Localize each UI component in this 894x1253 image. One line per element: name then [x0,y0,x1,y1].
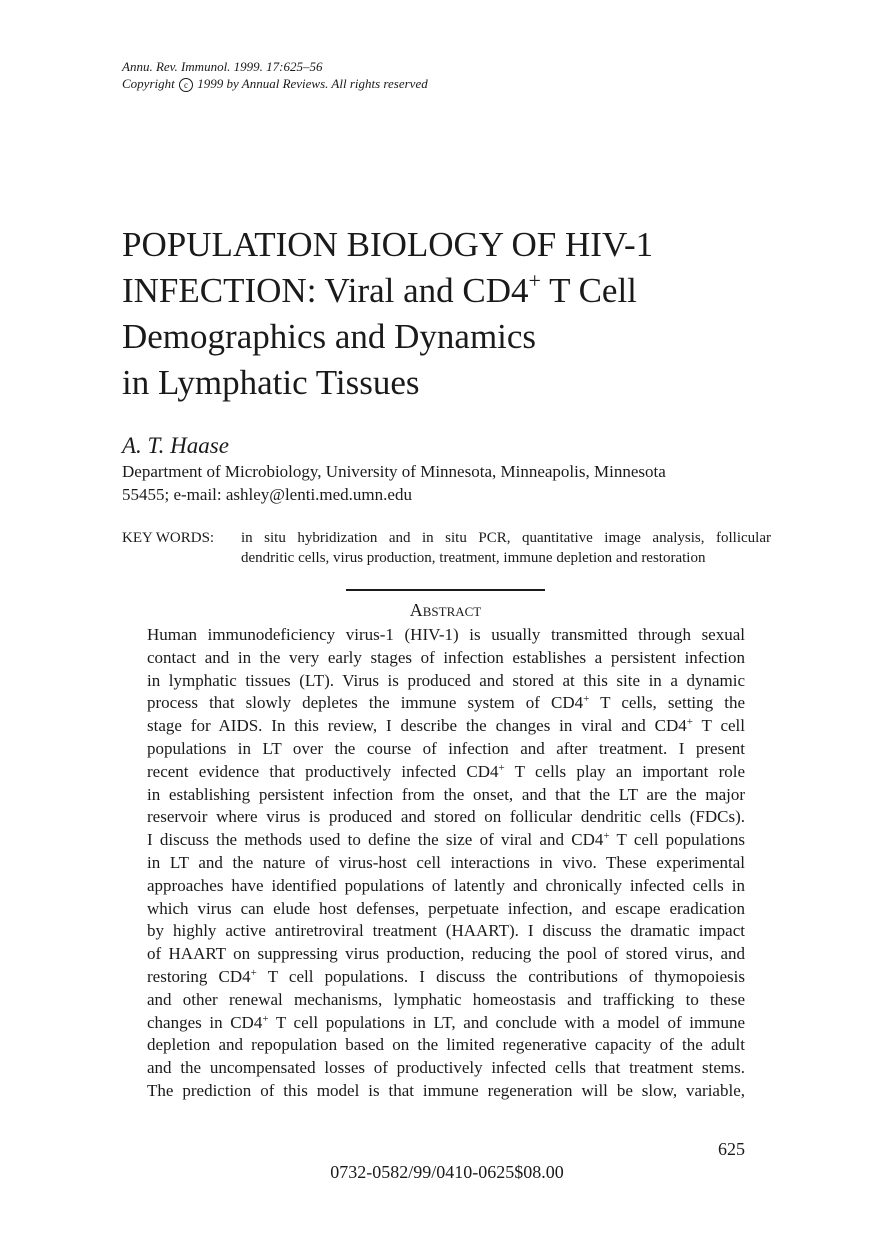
abstract-line: approaches have identified populations of latently and chronically infected cells in [147,875,745,895]
affiliation-line-2: 55455; e-mail: ashley@lenti.med.umn.edu [122,485,412,504]
abstract-text: T cell populations. I discuss the contributions of thymopoiesis [256,966,745,986]
superscript-plus: + [603,830,610,843]
copyright-prefix: Copyright [122,76,175,91]
abstract-heading: Abstract [409,600,482,620]
abstract-line: contact and in the very early stages of infection establishes a persistent infection [147,647,745,667]
abstract-line: which virus can elude host defenses, perpetuate infection, and escape eradication [147,898,745,918]
copyright-icon: c [179,78,193,92]
keywords-label: KEY WORDS: [122,530,215,546]
superscript-plus: + [686,716,693,729]
article-title [122,222,822,406]
abstract-line: and the uncompensated losses of productively infected cells that treatment stems. [147,1058,745,1078]
abstract-text: I discuss the methods used to define the size of viral and CD4 [147,830,604,850]
abstract-line: in lymphatic tissues (LT). Virus is produced and stored at this site in a dynamic [147,670,745,690]
abstract-text: restoring CD4 [147,966,251,986]
abstract-line [147,1012,745,1035]
abstract-line: depletion and repopulation based on the limited regenerative capacity of the adult [147,1035,745,1055]
affiliation-line-1: Department of Microbiology, University of Minnesota, Minneapolis, Minnesota [122,462,666,481]
abstract-line [147,715,745,738]
abstract-line: of HAART on suppressing virus production, reducing the pool of stored virus, and [147,944,745,964]
abstract-line: and other renewal mechanisms, lymphatic homeostasis and trafficking to these [147,989,745,1009]
keywords-list [241,528,771,568]
abstract-divider [346,589,545,591]
abstract-line [147,761,745,784]
abstract-line: in LT and the nature of virus-host cell interactions in vivo. These experimental [147,852,745,872]
abstract-line: The prediction of this model is that immune regeneration will be slow, variable, [147,1080,745,1100]
superscript-plus: + [583,693,590,706]
abstract-line: populations in LT over the course of infection and after treatment. I present [147,738,745,758]
abstract-text: T cell populations in LT, and conclude with a model of immune [268,1012,745,1032]
title-line-2-a: INFECTION: Viral and CD4 [122,271,529,310]
abstract-line: reservoir where virus is produced and stored on follicular dendritic cells (FDCs). [147,807,745,827]
abstract-text: recent evidence that productively infected CD4 [147,761,499,781]
abstract-text: T cells play an important role [504,761,746,781]
copyright-suffix: 1999 by Annual Reviews. All rights reserved [197,76,428,91]
abstract-line: Human immunodeficiency virus-1 (HIV-1) is usually transmitted through sexual [147,625,745,644]
author-affiliation [122,460,762,506]
keywords-line-1: in situ hybridization and in situ PCR, quantitative image analysis, follicular [241,530,771,546]
journal-citation: Annu. Rev. Immunol. 1999. 17:625–56 [122,59,323,74]
abstract-line [147,966,745,989]
superscript-plus: + [498,761,505,774]
author-name: A. T. Haase [122,433,229,458]
abstract-text: T cells, setting the [589,693,745,713]
title-line-2 [122,268,822,314]
title-line-2-b: T Cell [540,271,637,310]
abstract-text: stage for AIDS. In this review, I describe the changes in viral and CD4 [147,716,687,736]
abstract-text: process that slowly depletes the immune system of CD4 [147,693,584,713]
abstract-text: T cell [692,716,745,736]
abstract-text: changes in CD4 [147,1012,263,1032]
page-number: 625 [718,1139,745,1159]
abstract-line [147,829,745,852]
abstract-body [147,624,745,1103]
abstract-line: in establishing persistent infection from the onset, and that the LT are the major [147,784,745,804]
abstract-text: T cell populations [609,830,746,850]
abstract-line [147,692,745,715]
superscript-plus: + [528,268,541,293]
title-line-1: POPULATION BIOLOGY OF HIV-1 [122,225,654,264]
title-line-4: in Lymphatic Tissues [122,363,420,402]
superscript-plus: + [262,1012,269,1025]
journal-header [122,58,428,92]
footer-issn-code: 0732-0582/99/0410-0625$08.00 [330,1162,564,1182]
copyright-line [122,75,428,92]
superscript-plus: + [250,966,257,979]
title-line-3: Demographics and Dynamics [122,317,537,356]
abstract-line: by highly active antiretroviral treatment (HAART). I discuss the dramatic impact [147,921,745,941]
keywords-line-2: dendritic cells, virus production, treatment, immune depletion and restoration [241,550,706,566]
